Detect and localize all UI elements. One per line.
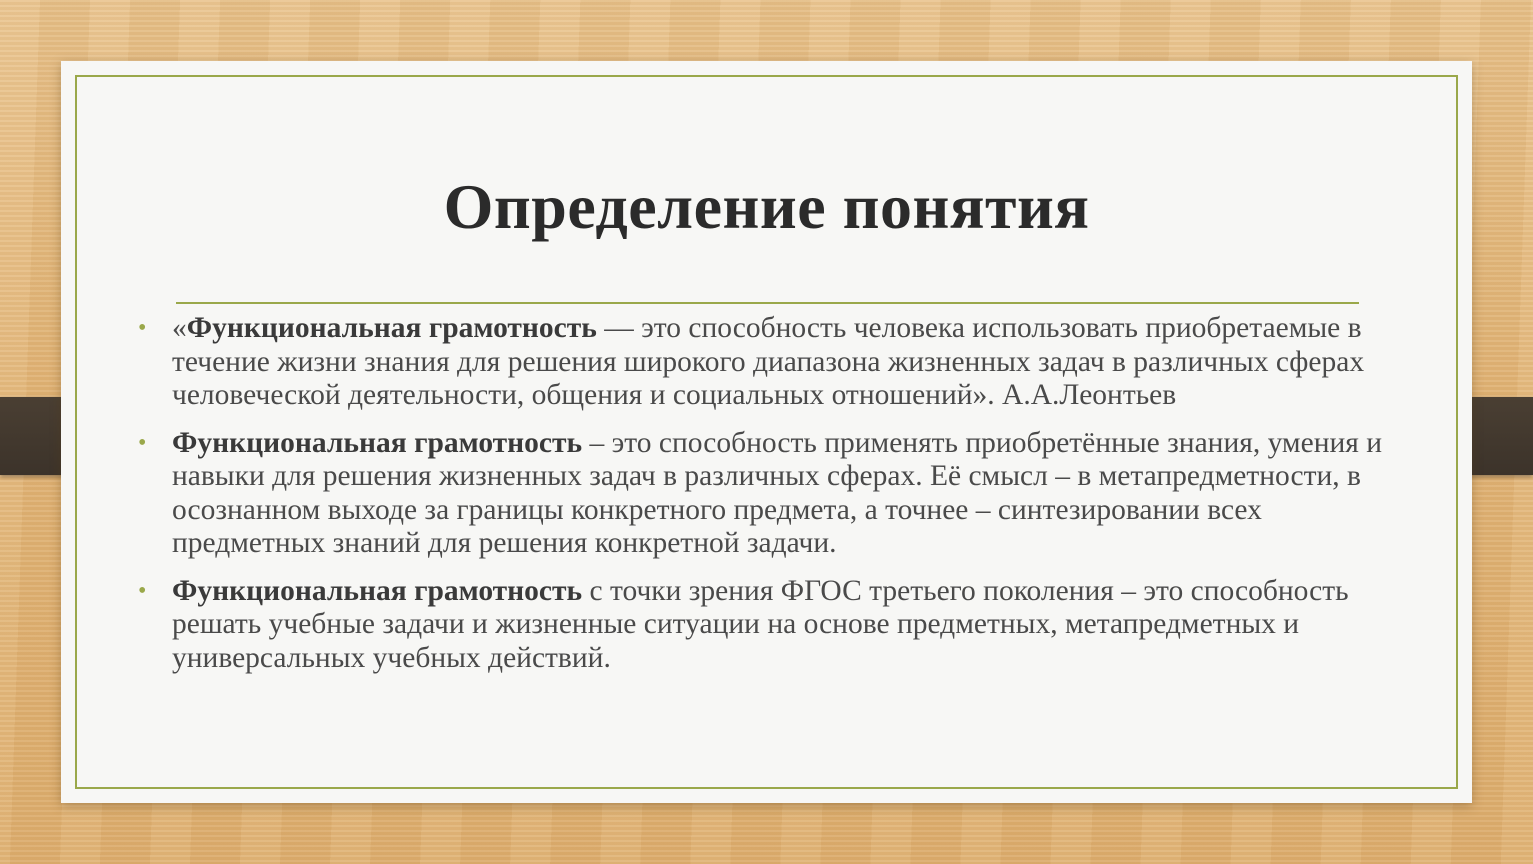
title-divider (176, 302, 1359, 304)
bullet-text: с точки зрения ФГОС третьего поколения – это способность решать учебные задачи и жизненные ситуации на основе предметных, метапредметных и универсальных учебных действий. (172, 574, 1349, 674)
slide-content (136, 312, 1416, 689)
bullet-icon: • (138, 429, 147, 456)
slide-title: Определение понятия (443, 171, 1090, 242)
bullet-item-1 (136, 312, 1416, 413)
bullet-term: Функциональная грамотность (172, 426, 583, 459)
bullet-prefix: « (172, 312, 187, 344)
bullet-text: – это способность применять приобретённые знания, умения и навыки для решения жизненных задач в различных сферах. Её смысл – в метапредметности, в осознанном выходе за границы конкретного предмета, а точнее – синтезировании всех предметных знаний для решения конкретной задачи. (172, 426, 1382, 559)
bullet-icon: • (138, 315, 147, 341)
bullet-term: Функциональная грамотность (186, 312, 597, 344)
bullet-term: Функциональная грамотность (172, 574, 583, 607)
bullet-item-3 (136, 575, 1416, 676)
bullet-icon: • (138, 577, 147, 604)
bullet-item-2 (136, 427, 1416, 561)
bullet-text: — это способность человека использовать приобретаемые в течение жизни знания для решения широкого диапазона жизненных задач в различных сферах человеческой деятельности, общения и социальных отношений». А.А.Леонтьев (172, 312, 1365, 411)
